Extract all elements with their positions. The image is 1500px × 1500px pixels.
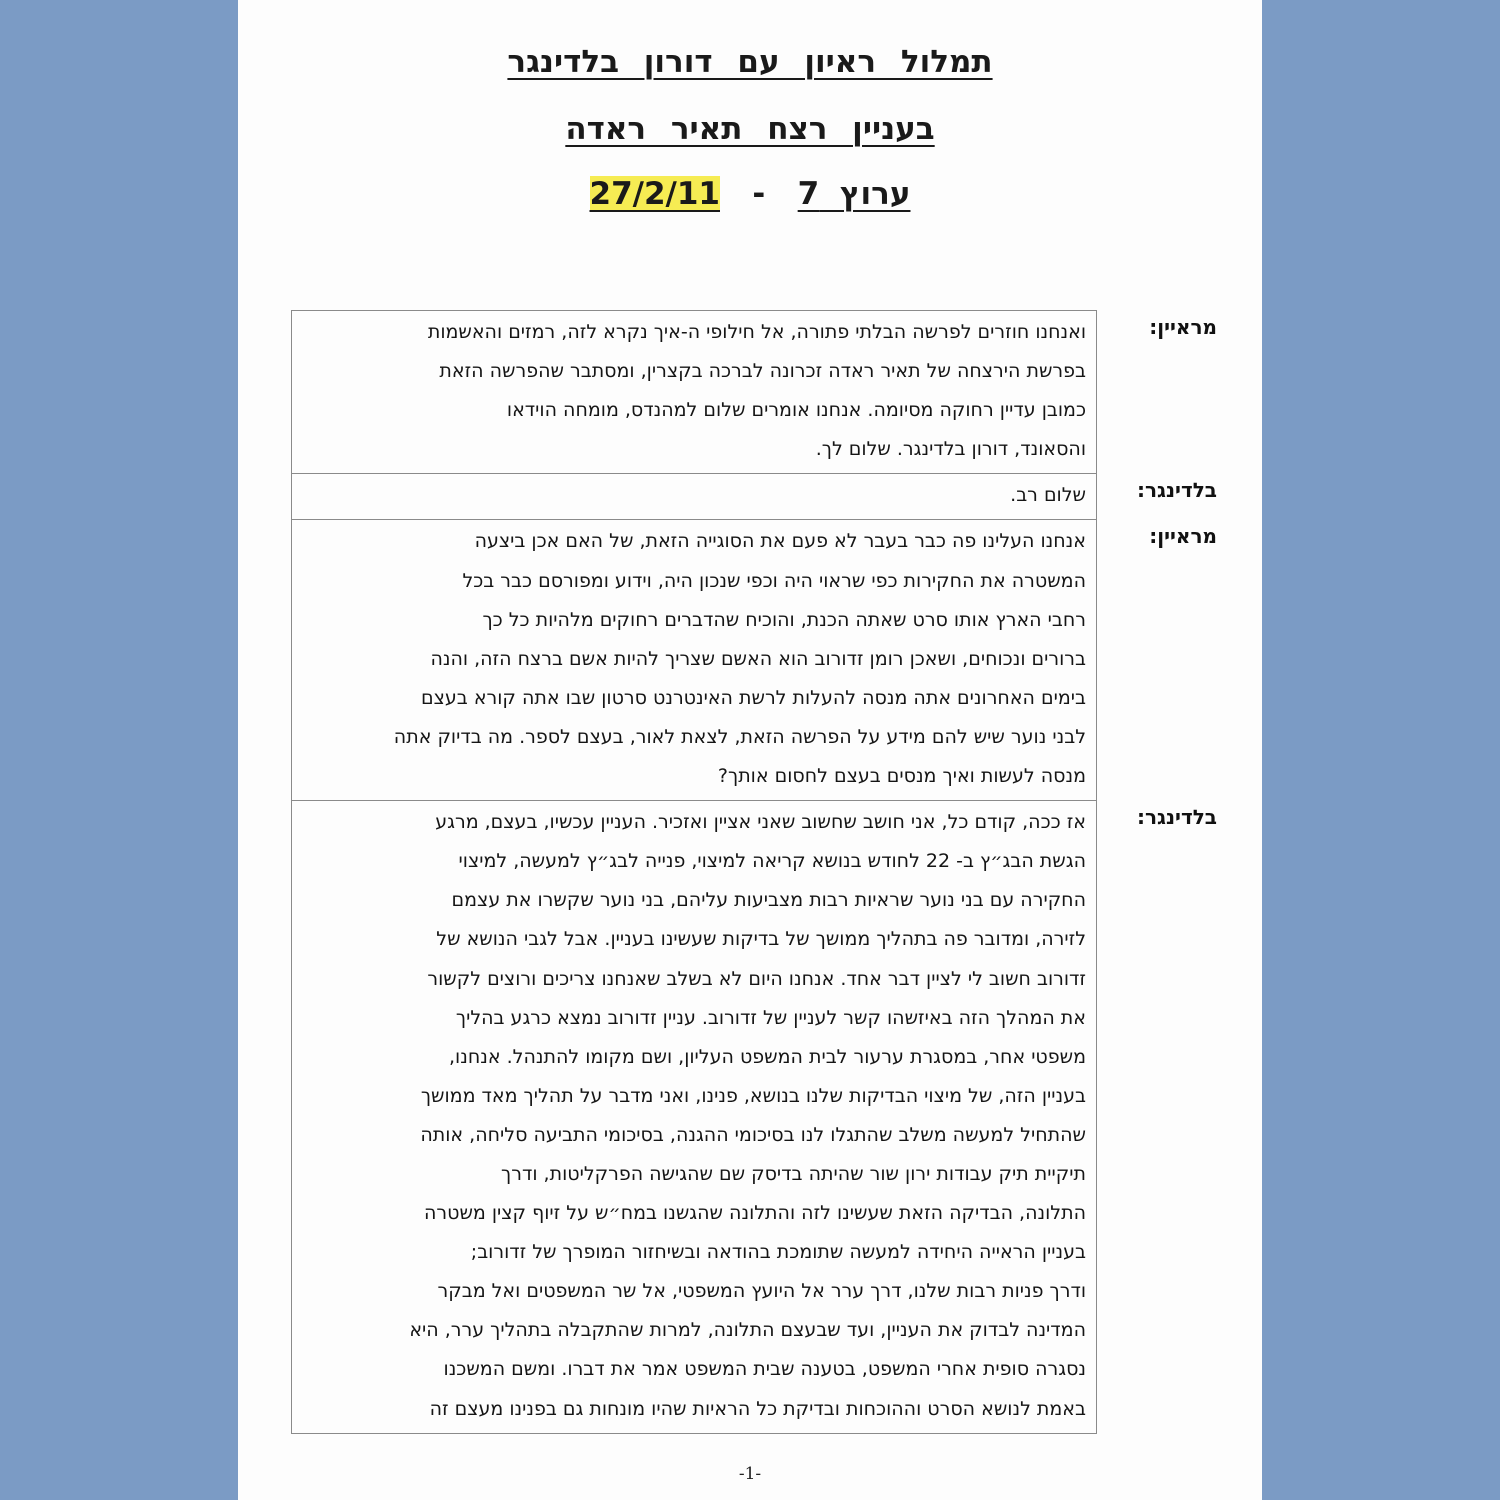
speech-line: את המהלך הזה באיזשהו קשר לעניין של זדורוב. עניין זדורוב נמצא כרגע בהליך: [455, 1006, 1086, 1029]
speech-line: בפרשת הירצחה של תאיר ראדה זכרונה לברכה בקצרין, ומסתבר שהפרשה הזאת: [439, 360, 1086, 383]
speech-line: אנחנו העלינו פה כבר בעבר לא פעם את הסוגייה הזאת, של האם אכן ביצעה: [474, 530, 1086, 553]
channel-name: ערוץ 7: [797, 176, 911, 212]
speaker-label: מראיין:: [1097, 520, 1226, 801]
speech-line: כמובן עדיין רחוקה מסיומה. אנחנו אומרים שלום למהנדס, מומחה הוידאו: [506, 399, 1086, 422]
document-title: [238, 44, 1262, 80]
speech-line: בימים האחרונים אתה מנסה להעלות לרשת האינטרנט סרטון שבו אתה קורא בעצם: [421, 686, 1086, 709]
speech-line: משפטי אחר, במסגרת ערעור לבית המשפט העליון, ושם מקומו להתנהל. אנחנו,: [449, 1045, 1086, 1068]
speaker-label: מראיין:: [1097, 311, 1226, 474]
speech-text: [292, 520, 1097, 801]
speech-line: נסגרה סופית אחרי המשפט, בטענה שבית המשפט אמר את דברו. ומשם המשכנו: [443, 1358, 1086, 1381]
speech-line: והסאונד, דורון בלדינגר. שלום לך.: [815, 438, 1086, 461]
title-line-1: תמלול ראיון עם דורון בלדינגר: [507, 44, 993, 80]
transcript-table: [291, 310, 1225, 1434]
speech-line: ברורים ונכוחים, ושאכן רומן זדורוב הוא האשם שצריך להיות אשם ברצח הזה, והנה: [430, 647, 1086, 670]
title-line-2: בעניין רצח תאיר ראדה: [565, 111, 935, 147]
speech-line: הגשת הבג״ץ ב- 22 לחודש בנושא קריאה למיצוי, פנייה לבג״ץ למעשה, למיצוי: [458, 850, 1086, 873]
speaker-label: בלדינגר:: [1097, 801, 1226, 1434]
transcript-row: [292, 311, 1226, 474]
speech-line: ודרך פניות רבות שלנו, דרך ערר אל היועץ המשפטי, אל שר המשפטים ואל מבקר: [437, 1280, 1086, 1303]
transcript-body: [292, 311, 1226, 1434]
speech-line: זדורוב חשוב לי לציין דבר אחד. אנחנו היום לא בשלב שאנחנו צריכים ורוצים לקשור: [427, 967, 1086, 990]
speech-line: התלונה, הבדיקה הזאת שעשינו לזה והתלונה שהגשנו במח״ש על זיוף קצין משטרה: [424, 1202, 1086, 1225]
speech-text: [292, 474, 1097, 520]
speech-line: לבני נוער שיש להם מידע על הפרשה הזאת, לצאת לאור, בעצם לספר. מה בדיוק אתה: [393, 725, 1086, 748]
speech-line: מנסה לעשות ואיך מנסים בעצם לחסום אותך?: [717, 765, 1086, 788]
speech-line: המשטרה את החקירות כפי שראוי היה וכפי שנכון היה, וידוע ומפורסם כבר בכל: [462, 569, 1086, 592]
highlighted-date: 27/2/11: [589, 176, 720, 212]
document-subtitle: [238, 111, 1262, 147]
speech-line: רחבי הארץ אותו סרט שאתה הכנת, והוכיח שהדברים רחוקים מלהיות כל כך: [482, 608, 1086, 631]
transcript-row: [292, 520, 1226, 801]
document-page: [238, 0, 1262, 1500]
speaker-label: בלדינגר:: [1097, 474, 1226, 520]
speech-line: אז ככה, קודם כל, אני חושב שחשוב שאני אציין ואזכיר. העניין עכשיו, בעצם, מרגע: [435, 811, 1086, 834]
speech-text: [292, 311, 1097, 474]
speech-line: שלום רב.: [1010, 484, 1086, 507]
speech-line: שהתחיל למעשה משלב שהתגלו לנו בסיכומי ההגנה, בסיכומי התביעה סליחה, אותה: [420, 1123, 1086, 1146]
speech-line: תיקיית תיק עבודות ירון שור שהיתה בדיסק שם שהגישה הפרקליטות, ודרך: [501, 1162, 1086, 1185]
page-number: -1-: [738, 1464, 762, 1484]
speech-line: באמת לנושא הסרט וההוכחות ובדיקת כל הראיות שהיו מונחות גם בפנינו מעצם זה: [429, 1397, 1086, 1420]
speech-text: [292, 801, 1097, 1434]
separator: -: [752, 176, 766, 212]
speech-line: בעניין הזה, של מיצוי הבדיקות שלנו בנושא, פנינו, ואני מדבר על תהליך מאד ממושך: [420, 1084, 1086, 1107]
speech-line: בעניין הראייה היחידה למעשה שתומכת בהודאה ובשיחזור המופרך של זדורוב;: [470, 1241, 1086, 1264]
channel-date-line: [238, 176, 1262, 212]
transcript-row: [292, 474, 1226, 520]
transcript-row: [292, 801, 1226, 1434]
speech-line: המדינה לבדוק את העניין, ועד שבעצם התלונה, למרות שהתקבלה בתהליך ערר, היא: [409, 1319, 1086, 1342]
speech-line: ואנחנו חוזרים לפרשה הבלתי פתורה, אל חילופי ה-איך נקרא לזה, רמזים והאשמות: [427, 321, 1086, 343]
speech-line: החקירה עם בני נוער שראיות רבות מצביעות עליהם, בני נוער שקשרו את עצמם: [451, 889, 1086, 912]
speech-line: לזירה, ומדובר פה בתהליך ממושך של בדיקות שעשינו בעניין. אבל לגבי הנושא של: [436, 928, 1086, 951]
